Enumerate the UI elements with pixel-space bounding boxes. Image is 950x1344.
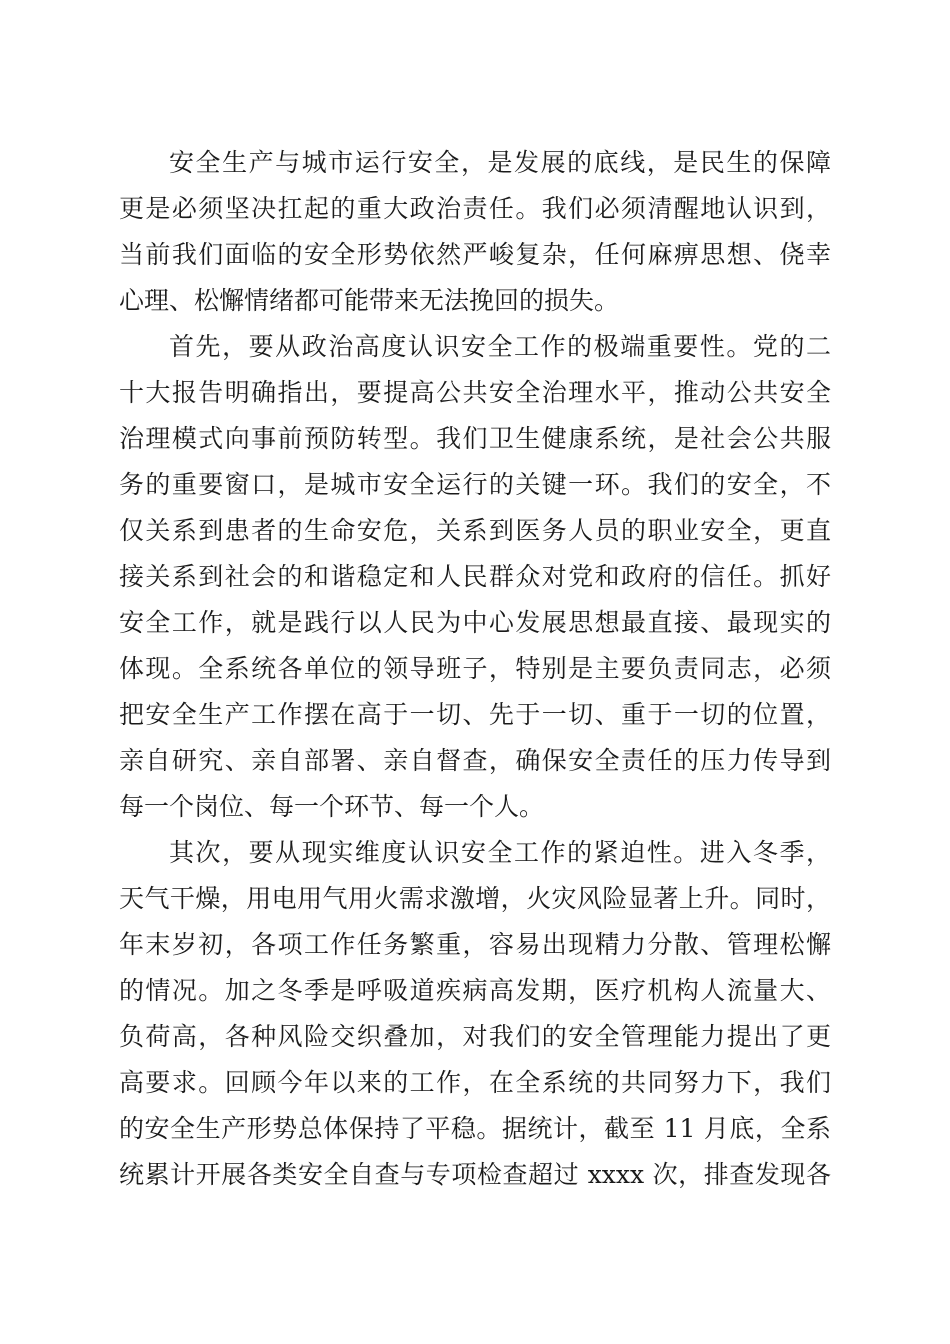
text-line: 接关系到社会的和谐稳定和人民群众对党和政府的信任。抓好 [119,562,831,591]
text-line: 治理模式向事前预防转型。我们卫生健康系统，是社会公共服 [119,424,831,453]
document-body [119,140,831,1198]
text-line: 年末岁初，各项工作任务繁重，容易出现精力分散、管理松懈 [119,930,831,959]
text-line: 每一个岗位、每一个环节、每一个人。 [119,792,545,821]
text-line: 首先，要从政治高度认识安全工作的极端重要性。党的二 [169,332,831,361]
text-line: 仅关系到患者的生命安危，关系到医务人员的职业安全，更直 [119,516,831,545]
text-line: 安全工作，就是践行以人民为中心发展思想最直接、最现实的 [119,608,831,637]
text-line: 天气干燥，用电用气用火需求激增，火灾风险显著上升。同时， [119,884,831,913]
text-line: 其次，要从现实维度认识安全工作的紧迫性。进入冬季， [169,838,831,867]
text-line: 负荷高，各种风险交织叠加，对我们的安全管理能力提出了更 [119,1022,831,1051]
text-line: 更是必须坚决扛起的重大政治责任。我们必须清醒地认识到， [119,194,831,223]
paragraph-1 [119,140,831,324]
text-line: 务的重要窗口，是城市安全运行的关键一环。我们的安全，不 [119,470,831,499]
text-line: 体现。全系统各单位的领导班子，特别是主要负责同志，必须 [119,654,831,683]
text-line: 的安全生产形势总体保持了平稳。据统计，截至 11 月底，全系 [119,1114,831,1143]
text-line: 的情况。加之冬季是呼吸道疾病高发期，医疗机构人流量大、 [119,976,831,1005]
paragraph-2 [119,324,831,830]
text-line: 十大报告明确指出，要提高公共安全治理水平，推动公共安全 [119,378,831,407]
text-line: 当前我们面临的安全形势依然严峻复杂，任何麻痹思想、侥幸 [119,240,831,269]
text-line: 高要求。回顾今年以来的工作，在全系统的共同努力下，我们 [119,1068,831,1097]
text-line: 统累计开展各类安全自查与专项检查超过 xxxx 次，排查发现各 [119,1160,831,1189]
paragraph-3 [119,830,831,1198]
text-line: 把安全生产工作摆在高于一切、先于一切、重于一切的位置， [119,700,831,729]
text-line: 心理、松懈情绪都可能带来无法挽回的损失。 [119,286,620,315]
text-line: 安全生产与城市运行安全，是发展的底线，是民生的保障 [169,148,831,177]
text-line: 亲自研究、亲自部署、亲自督查，确保安全责任的压力传导到 [119,746,831,775]
